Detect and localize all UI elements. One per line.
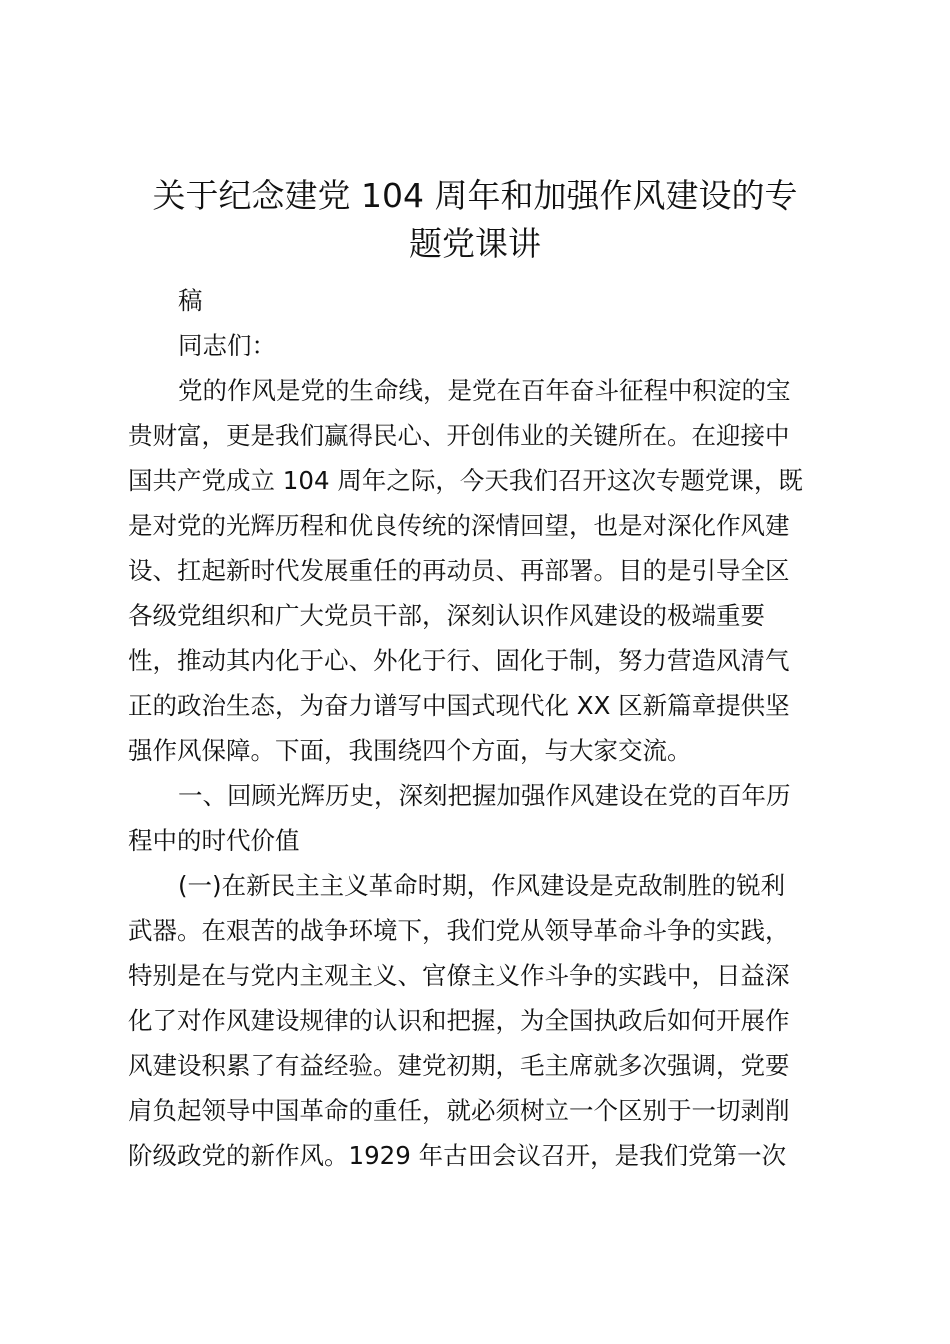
paragraph-line: 正的政治生态，为奋力谱写中国式现代化 XX 区新篇章提供坚: [128, 691, 790, 720]
paragraph-line: 强作风保障。下面，我围绕四个方面，与大家交流。: [128, 736, 692, 765]
paragraph-line: (一)在新民主主义革命时期，作风建设是克敌制胜的锐利: [178, 871, 786, 900]
paragraph-line: 国共产党成立 104 周年之际，今天我们召开这次专题党课，既: [128, 466, 803, 495]
paragraph-line: 风建设积累了有益经验。建党初期，毛主席就多次强调，党要: [128, 1051, 790, 1080]
document-title-line-2: 题党课讲: [409, 224, 541, 263]
paragraph-line: 性，推动其内化于心、外化于行、固化于制，努力营造风清气: [128, 646, 790, 675]
paragraph-line: 特别是在与党内主观主义、官僚主义作斗争的实践中，日益深: [128, 961, 790, 990]
paragraph-line: 各级党组织和广大党员干部，深刻认识作风建设的极端重要: [128, 601, 765, 630]
document-body: [128, 278, 828, 1178]
paragraph-line: 阶级政党的新作风。1929 年古田会议召开，是我们党第一次: [128, 1141, 787, 1170]
document-title-line-1: 关于纪念建党 104 周年和加强作风建设的专: [152, 176, 798, 215]
paragraph-line: 化了对作风建设规律的认识和把握，为全国执政后如何开展作: [128, 1006, 790, 1035]
paragraph-line: 武器。在艰苦的战争环境下，我们党从领导革命斗争的实践，: [128, 916, 790, 945]
paragraph-line: 肩负起领导中国革命的重任，就必须树立一个区别于一切剥削: [128, 1096, 790, 1125]
section-heading-line: 一、回顾光辉历史，深刻把握加强作风建设在党的百年历: [178, 781, 791, 810]
paragraph-line: 贵财富，更是我们赢得民心、开创伟业的关键所在。在迎接中: [128, 421, 790, 450]
title-continuation: 稿: [178, 286, 203, 315]
paragraph-line: 是对党的光辉历程和优良传统的深情回望，也是对深化作风建: [128, 511, 790, 540]
section-heading-line: 程中的时代价值: [128, 826, 300, 855]
salutation: 同志们：: [178, 331, 276, 360]
paragraph-line: 党的作风是党的生命线，是党在百年奋斗征程中积淀的宝: [178, 376, 791, 405]
paragraph-line: 设、扛起新时代发展重任的再动员、再部署。目的是引导全区: [128, 556, 790, 585]
